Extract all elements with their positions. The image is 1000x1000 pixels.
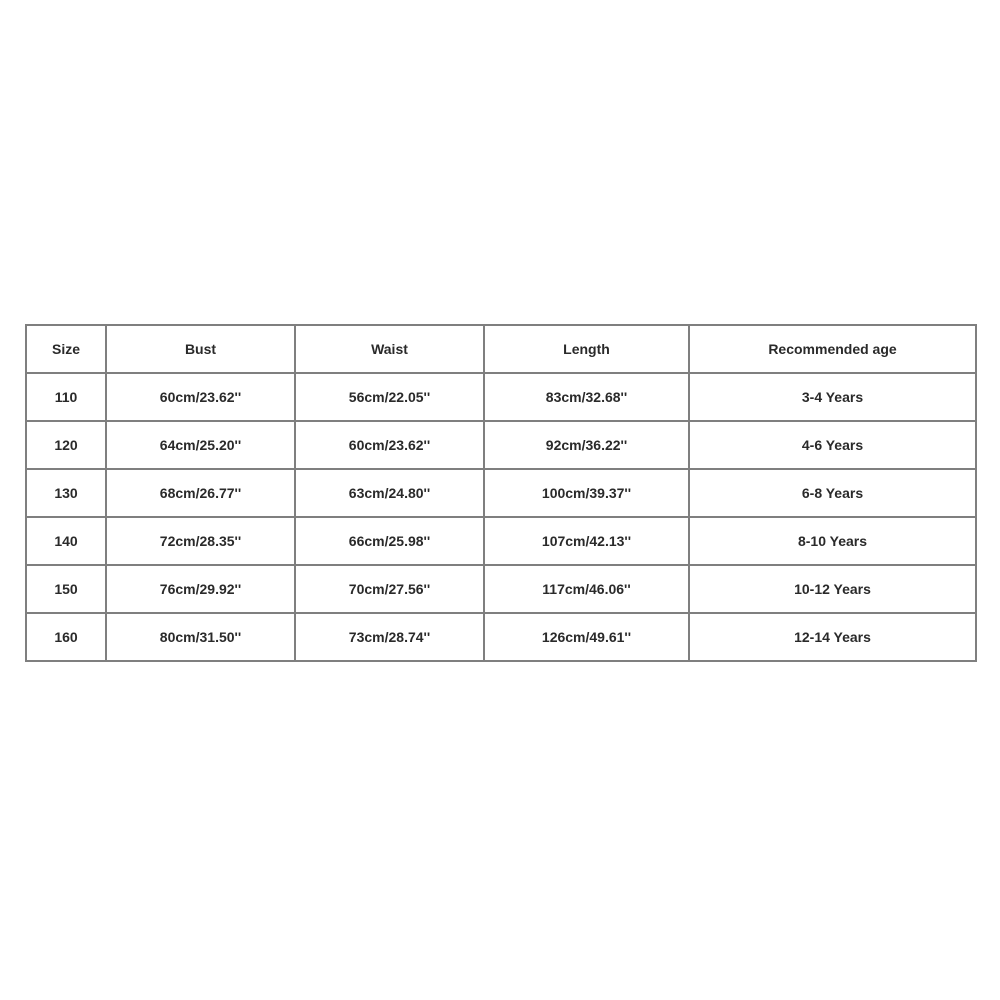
header-row xyxy=(26,325,976,373)
cell-recommended-age: 8-10 Years xyxy=(689,517,976,565)
cell-waist: 56cm/22.05'' xyxy=(295,373,484,421)
cell-size: 150 xyxy=(26,565,106,613)
cell-length: 100cm/39.37'' xyxy=(484,469,689,517)
cell-size: 110 xyxy=(26,373,106,421)
cell-bust: 64cm/25.20'' xyxy=(106,421,295,469)
table-row xyxy=(26,373,976,421)
cell-bust: 60cm/23.62'' xyxy=(106,373,295,421)
cell-size: 140 xyxy=(26,517,106,565)
table-row xyxy=(26,517,976,565)
header-recommended-age: Recommended age xyxy=(689,325,976,373)
cell-length: 126cm/49.61'' xyxy=(484,613,689,661)
header-waist: Waist xyxy=(295,325,484,373)
header-bust: Bust xyxy=(106,325,295,373)
cell-waist: 63cm/24.80'' xyxy=(295,469,484,517)
cell-size: 160 xyxy=(26,613,106,661)
cell-waist: 73cm/28.74'' xyxy=(295,613,484,661)
cell-length: 92cm/36.22'' xyxy=(484,421,689,469)
cell-bust: 76cm/29.92'' xyxy=(106,565,295,613)
cell-recommended-age: 10-12 Years xyxy=(689,565,976,613)
cell-bust: 72cm/28.35'' xyxy=(106,517,295,565)
cell-size: 120 xyxy=(26,421,106,469)
cell-recommended-age: 12-14 Years xyxy=(689,613,976,661)
cell-recommended-age: 4-6 Years xyxy=(689,421,976,469)
header-size: Size xyxy=(26,325,106,373)
cell-waist: 70cm/27.56'' xyxy=(295,565,484,613)
header-length: Length xyxy=(484,325,689,373)
size-chart-table xyxy=(25,324,977,662)
cell-bust: 80cm/31.50'' xyxy=(106,613,295,661)
cell-bust: 68cm/26.77'' xyxy=(106,469,295,517)
cell-length: 117cm/46.06'' xyxy=(484,565,689,613)
table-row xyxy=(26,613,976,661)
cell-waist: 66cm/25.98'' xyxy=(295,517,484,565)
cell-length: 107cm/42.13'' xyxy=(484,517,689,565)
cell-recommended-age: 6-8 Years xyxy=(689,469,976,517)
table-row xyxy=(26,565,976,613)
cell-size: 130 xyxy=(26,469,106,517)
cell-waist: 60cm/23.62'' xyxy=(295,421,484,469)
table-row xyxy=(26,421,976,469)
cell-recommended-age: 3-4 Years xyxy=(689,373,976,421)
table-row xyxy=(26,469,976,517)
cell-length: 83cm/32.68'' xyxy=(484,373,689,421)
